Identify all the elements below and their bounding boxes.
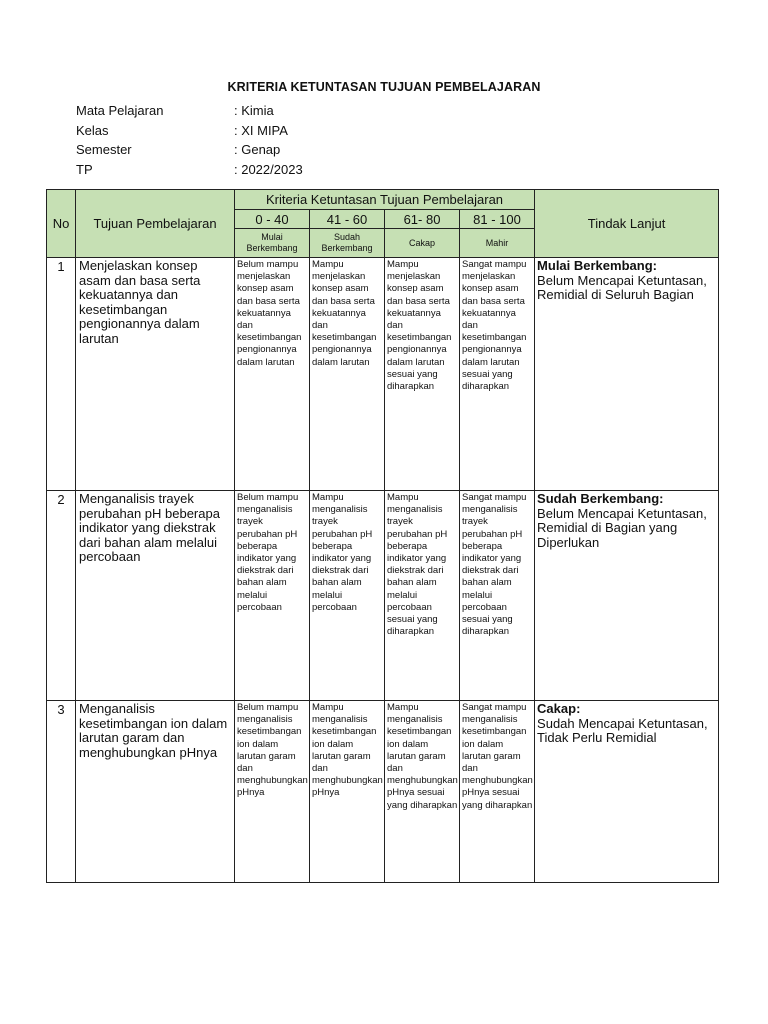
row-number: 2 bbox=[47, 491, 76, 701]
learning-objective: Menganalisis trayek perubahan pH beberapa indikator yang diekstrak dari bahan alam melalui percobaan bbox=[76, 491, 235, 701]
page-title: KRITERIA KETUNTASAN TUJUAN PEMBELAJARAN bbox=[227, 80, 541, 94]
document-info bbox=[76, 103, 303, 181]
criteria-cell: Mampu menganalisis kesetimbangan ion dalam larutan garam dan menghubungkan pHnya sesuai yang diharapkan bbox=[385, 701, 460, 883]
info-value: : Kimia bbox=[234, 103, 274, 118]
rubric-table bbox=[46, 189, 719, 883]
criteria-cell: Mampu menganalisis trayek perubahan pH beberapa indikator yang diekstrak dari bahan alam melalui percobaan bbox=[310, 491, 385, 701]
follow-up-cell bbox=[535, 258, 719, 491]
info-row-subject bbox=[76, 103, 303, 123]
header-range: 81 - 100 bbox=[460, 210, 535, 229]
follow-up-cell bbox=[535, 491, 719, 701]
table-row bbox=[47, 491, 719, 701]
info-label: Semester bbox=[76, 142, 132, 157]
criteria-cell: Mampu menganalisis kesetimbangan ion dalam larutan garam dan menghubungkan pHnya bbox=[310, 701, 385, 883]
header-level: Mahir bbox=[460, 229, 535, 258]
follow-up-text: Sudah Mencapai Ketuntasan, Tidak Perlu Remidial bbox=[537, 715, 708, 745]
criteria-cell: Mampu menganalisis trayek perubahan pH beberapa indikator yang diekstrak dari bahan alam melalui percobaan sesuai yang diharapkan bbox=[385, 491, 460, 701]
criteria-cell: Mampu menjelaskan konsep asam dan basa serta kekuatannya dan kesetimbangan pengionannya dalam larutan bbox=[310, 258, 385, 491]
header-kriteria: Kriteria Ketuntasan Tujuan Pembelajaran bbox=[235, 190, 535, 210]
header-level: Cakap bbox=[385, 229, 460, 258]
follow-up-cell bbox=[535, 701, 719, 883]
learning-objective: Menjelaskan konsep asam dan basa serta kekuatannya dan kesetimbangan pengionannya dalam larutan bbox=[76, 258, 235, 491]
header-range: 41 - 60 bbox=[310, 210, 385, 229]
follow-up-heading: Sudah Berkembang: bbox=[537, 491, 664, 506]
row-number: 1 bbox=[47, 258, 76, 491]
follow-up-heading: Mulai Berkembang: bbox=[537, 258, 657, 273]
info-label: Kelas bbox=[76, 122, 109, 138]
info-row-semester bbox=[76, 142, 303, 162]
header-range: 61- 80 bbox=[385, 210, 460, 229]
header-no: No bbox=[47, 190, 76, 258]
criteria-cell: Belum mampu menganalisis kesetimbangan ion dalam larutan garam dan menghubungkan pHnya bbox=[235, 701, 310, 883]
learning-objective: Menganalisis kesetimbangan ion dalam larutan garam dan menghubungkan pHnya bbox=[76, 701, 235, 883]
criteria-cell: Sangat mampu menjelaskan konsep asam dan basa serta kekuatannya dan kesetimbangan pengionannya dalam larutan sesuai yang diharapkan bbox=[460, 258, 535, 491]
follow-up-text: Belum Mencapai Ketuntasan, Remidial di Bagian yang Diperlukan bbox=[537, 505, 707, 550]
info-row-tp bbox=[76, 162, 303, 182]
header-level: Mulai Berkembang bbox=[235, 229, 310, 258]
criteria-cell: Sangat mampu menganalisis kesetimbangan ion dalam larutan garam dan menghubungkan pHnya sesuai yang diharapkan bbox=[460, 701, 535, 883]
header-level: Sudah Berkembang bbox=[310, 229, 385, 258]
info-label: TP bbox=[76, 161, 93, 177]
info-row-class bbox=[76, 123, 303, 143]
row-number: 3 bbox=[47, 701, 76, 883]
criteria-cell: Mampu menjelaskan konsep asam dan basa serta kekuatannya dan kesetimbangan pengionannya dalam larutan sesuai yang diharapkan bbox=[385, 258, 460, 491]
info-value: : Genap bbox=[234, 142, 281, 157]
table-row bbox=[47, 701, 719, 883]
header-tindak-lanjut: Tindak Lanjut bbox=[535, 190, 719, 258]
criteria-cell: Belum mampu menganalisis trayek perubahan pH beberapa indikator yang diekstrak dari bahan alam melalui percobaan bbox=[235, 491, 310, 701]
info-value: : 2022/2023 bbox=[234, 161, 303, 177]
info-label: Mata Pelajaran bbox=[76, 103, 164, 118]
criteria-cell: Sangat mampu menganalisis trayek perubahan pH beberapa indikator yang diekstrak dari bahan alam melalui percobaan sesuai yang diharapkan bbox=[460, 491, 535, 701]
table-row bbox=[47, 258, 719, 491]
criteria-cell: Belum mampu menjelaskan konsep asam dan basa serta kekuatannya dan kesetimbangan pengionannya dalam larutan bbox=[235, 258, 310, 491]
follow-up-text: Belum Mencapai Ketuntasan, Remidial di Seluruh Bagian bbox=[537, 272, 707, 302]
header-range: 0 - 40 bbox=[235, 210, 310, 229]
info-value: : XI MIPA bbox=[234, 122, 288, 138]
follow-up-heading: Cakap: bbox=[537, 701, 581, 716]
header-tujuan: Tujuan Pembelajaran bbox=[76, 190, 235, 258]
